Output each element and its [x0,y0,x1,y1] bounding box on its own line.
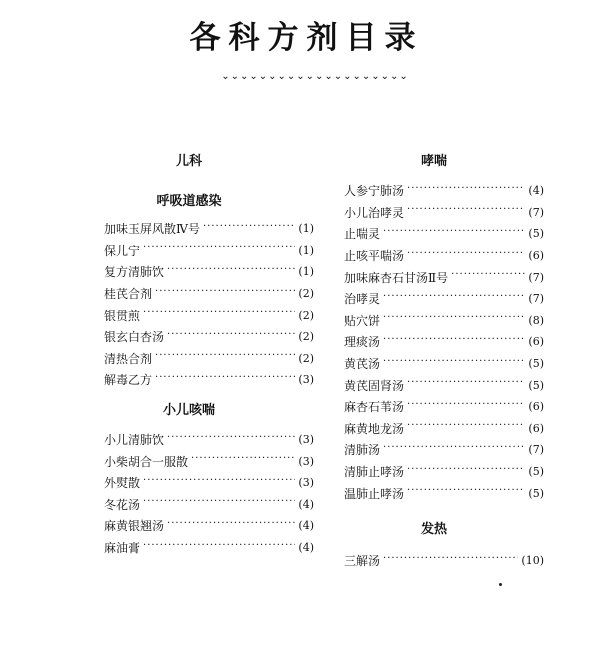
title-ornament: ⌄⌄⌄⌄⌄⌄⌄⌄⌄⌄⌄⌄⌄⌄⌄⌄⌄⌄⌄⌄ [221,71,409,82]
entry-name: 麻黄地龙汤 [344,421,405,436]
toc-entry [344,396,544,418]
entry-name: 黄芪固肾汤 [344,378,405,393]
entry-page-number: (2) [298,351,314,365]
leader-dots [143,541,295,555]
leader-dots [383,335,525,349]
toc-entry [344,288,544,310]
leader-dots [143,476,295,490]
toc-entry [104,429,314,451]
leader-dots [167,265,295,279]
entry-page-number: (3) [298,433,314,447]
toc-entry [104,472,314,494]
entry-page-number: (3) [298,476,314,490]
leader-dots [407,400,525,414]
leader-dots [383,313,525,327]
entry-name: 加味麻杏石甘汤Ⅱ号 [344,270,449,285]
entry-name: 保儿宁 [104,243,141,258]
leader-dots [407,421,525,435]
leader-dots [383,554,518,568]
entry-name: 温肺止哮汤 [344,486,405,501]
entry-name: 止咳平喘汤 [344,249,405,264]
leader-dots [191,454,295,468]
entry-page-number: (2) [298,308,314,322]
entry-name: 麻油膏 [104,541,141,556]
entry-page-number: (5) [528,465,544,479]
section-heading: 哮喘 [420,154,447,169]
toc-entry [344,374,544,396]
entry-page-number: (7) [528,443,544,457]
entry-name: 麻黄银翘汤 [104,519,165,534]
leader-dots [407,465,525,479]
entry-page-number: (2) [298,287,314,301]
entry-page-number: (4) [298,497,314,511]
entry-name: 小柴胡合一服散 [104,454,189,469]
entry-name: 复方清肺饮 [104,265,165,280]
entry-name: 解毒乙方 [104,373,153,388]
toc-entry [104,240,314,262]
entry-page-number: (5) [528,357,544,371]
entry-name: 黄芪汤 [344,357,381,372]
entry-page-number: (6) [528,400,544,414]
entry-page-number: (3) [298,373,314,387]
entry-page-number: (8) [528,313,544,327]
entry-name: 清肺汤 [344,443,381,458]
entry-page-number: (5) [528,378,544,392]
toc-entry [104,283,314,305]
entry-page-number: (4) [528,184,544,198]
leader-dots [143,308,295,322]
entry-page-number: (6) [528,421,544,435]
leader-dots [407,205,525,219]
entry-name: 清热合剂 [104,351,153,366]
leader-dots [203,222,295,236]
toc-section [104,429,314,559]
toc-entry [104,450,314,472]
entry-name: 外熨散 [104,476,141,491]
entry-page-number: (5) [528,227,544,241]
entry-page-number: (4) [298,541,314,555]
entry-name: 贴穴饼 [344,313,381,328]
left-column [104,150,314,558]
leader-dots [383,357,525,371]
toc-entry [104,515,314,537]
entry-name: 冬花汤 [104,497,141,512]
toc-entry [344,461,544,483]
toc-entry [104,348,314,370]
entry-page-number: (1) [298,222,314,236]
leader-dots [407,184,525,198]
entry-page-number: (4) [298,519,314,533]
entry-name: 银贯煎 [104,308,141,323]
toc-entry [344,202,544,224]
entry-page-number: (7) [528,205,544,219]
entry-name: 麻杏石苇汤 [344,400,405,415]
toc-entry [104,537,314,559]
toc-entry [344,310,544,332]
toc-entry [344,331,544,353]
entry-page-number: (2) [298,330,314,344]
leader-dots [155,373,295,387]
toc-entry [344,266,544,288]
toc-entry [104,218,314,240]
toc-entry [344,439,544,461]
toc-section [104,218,314,391]
toc-entry [344,418,544,440]
toc-entry [344,353,544,375]
leader-dots [407,249,525,263]
leader-dots [383,292,525,306]
leader-dots [143,243,295,257]
section-heading: 发热 [420,521,447,537]
leader-dots [167,330,295,344]
entry-page-number: (10) [521,554,544,568]
toc-entry [104,304,314,326]
entry-name: 理痰汤 [344,335,381,350]
right-column [344,150,544,572]
entry-name: 加味玉屏风散Ⅳ号 [104,222,200,237]
entry-name: 小儿治哮灵 [344,205,405,220]
toc-entry [344,550,544,572]
toc-section [344,180,544,504]
leader-dots [407,486,525,500]
leader-dots [155,351,295,365]
section-heading: 呼吸道感染 [156,194,222,209]
print-speck [499,583,502,586]
entry-name: 止喘灵 [344,227,381,242]
entry-page-number: (5) [528,486,544,500]
leader-dots [155,287,295,301]
toc-section [344,550,544,572]
entry-name: 小儿清肺饮 [104,433,165,448]
toc-entry [104,369,314,391]
leader-dots [407,378,525,392]
toc-entry [344,482,544,504]
entry-name: 人参宁肺汤 [344,184,405,199]
leader-dots [383,227,525,241]
leader-dots [451,270,525,284]
entry-name: 治哮灵 [344,292,381,307]
entry-page-number: (6) [528,335,544,349]
entry-name: 银玄白杏汤 [104,330,165,345]
toc-entry [104,261,314,283]
leader-dots [143,497,295,511]
entry-page-number: (3) [298,454,314,468]
leader-dots [167,519,295,533]
leader-dots [383,443,525,457]
category-heading: 儿科 [175,154,202,169]
entry-page-number: (1) [298,265,314,279]
entry-name: 桂芪合剂 [104,287,153,302]
toc-entry [104,494,314,516]
toc-entry [104,326,314,348]
toc-entry [344,223,544,245]
toc-entry [344,180,544,202]
entry-page-number: (1) [298,243,314,257]
entry-page-number: (6) [528,249,544,263]
toc-entry [344,245,544,267]
entry-name: 清肺止哮汤 [344,465,405,480]
leader-dots [167,433,295,447]
section-heading: 小儿咳喘 [162,402,215,418]
entry-page-number: (7) [528,270,544,284]
entry-page-number: (7) [528,292,544,306]
page-title: 各科方剂目录 [189,20,424,56]
entry-name: 三解汤 [344,554,381,569]
